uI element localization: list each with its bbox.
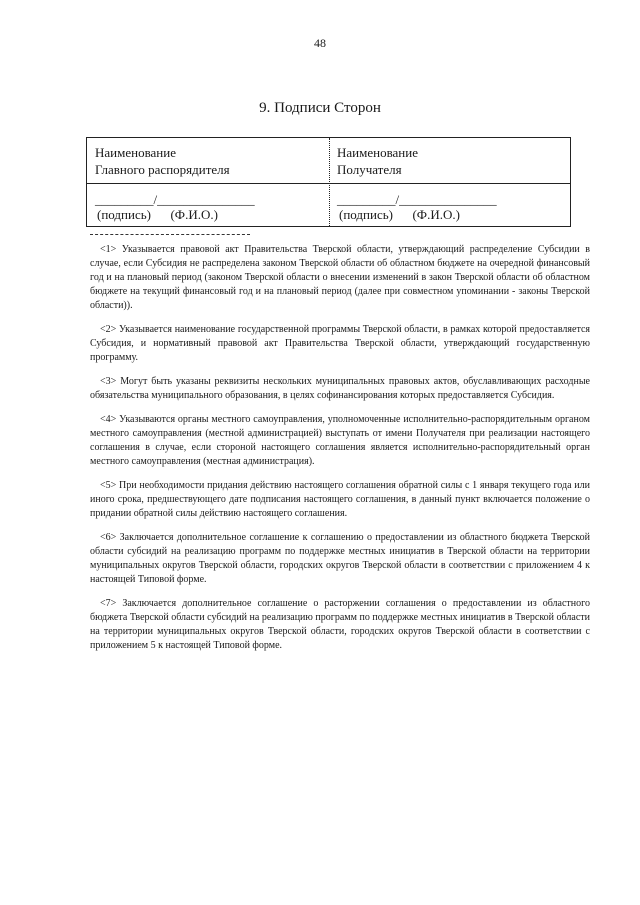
signature-left-label-line2: Главного распорядителя xyxy=(95,162,230,177)
footnote-separator xyxy=(90,234,250,235)
footnote-5: <5> При необходимости придания действию настоящего соглашения обратной силы с 1 января текущего года или иного срока, предшествующего дате подписания настоящего соглашения, в данный пункт включается положение о придании обратной силы действию настоящего соглашения. xyxy=(90,480,590,519)
signature-table xyxy=(86,137,571,227)
signature-right-line: _________/_______________ xyxy=(337,192,497,207)
page-number: 48 xyxy=(314,36,326,50)
signature-right-caption: (подпись) (Ф.И.О.) xyxy=(339,207,460,222)
footnote-7: <7> Заключается дополнительное соглашение о расторжении соглашения о предоставлении из областного бюджета Тверской области субсидий на реализацию программ по поддержке местных инициатив в Тверской области на территории муниципальных округов Тверской области, городских округов Тверской области в соответствии с приложением 5 к настоящей Типовой форме. xyxy=(90,598,590,651)
section-title: 9. Подписи Сторон xyxy=(259,100,381,116)
signature-left-caption: (подпись) (Ф.И.О.) xyxy=(97,207,218,222)
signature-left-label xyxy=(95,144,230,178)
signature-right-label xyxy=(337,144,418,178)
footnote-6: <6> Заключается дополнительное соглашение к соглашению о предоставлении из областного бюджета Тверской области субсидий на реализацию программ по поддержке местных инициатив в Тверской области на территории муниципальных округов Тверской области, городских округов Тверской области в соответствии с приложением 4 к настоящей Типовой форме. xyxy=(90,532,590,585)
signature-left-line: _________/_______________ xyxy=(95,192,255,207)
footnote-1: <1> Указывается правовой акт Правительства Тверской области, утверждающий распределение Субсидии в случае, если Субсидия не распределена законом Тверской области об областном бюджете на очередной финансовый год и на плановый период (законом Тверской области о внесении изменений в закон Тверской области об областном бюджете на текущий финансовый год и на плановый период (далее при совместном упоминании - законы Тверской области)). xyxy=(90,244,590,311)
table-column-divider xyxy=(329,138,330,226)
signature-right-label-line2: Получателя xyxy=(337,162,402,177)
signature-right-label-line1: Наименование xyxy=(337,145,418,160)
footnote-3: <3> Могут быть указаны реквизиты нескольких муниципальных правовых актов, обуславливающих расходные обязательства муниципального образования, в целях софинансирования которых предоставляется Субсидия. xyxy=(90,376,590,401)
footnotes-list xyxy=(90,243,590,663)
footnote-2: <2> Указывается наименование государственной программы Тверской области, в рамках которой предоставляется Субсидия, и нормативный правовой акт Правительства Тверской области, утверждающий государственную программу. xyxy=(90,324,590,363)
signature-left-label-line1: Наименование xyxy=(95,145,176,160)
footnote-4: <4> Указываются органы местного самоуправления, уполномоченные исполнительно-распорядительным органом местного самоуправления (местной администрацией) выступать от имени Получателя при реализации настоящего соглашения в случае, если стороной настоящего соглашения является исполнительно-распорядительный орган местного самоуправления (местная администрация). xyxy=(90,414,590,467)
table-row-divider xyxy=(87,183,570,184)
